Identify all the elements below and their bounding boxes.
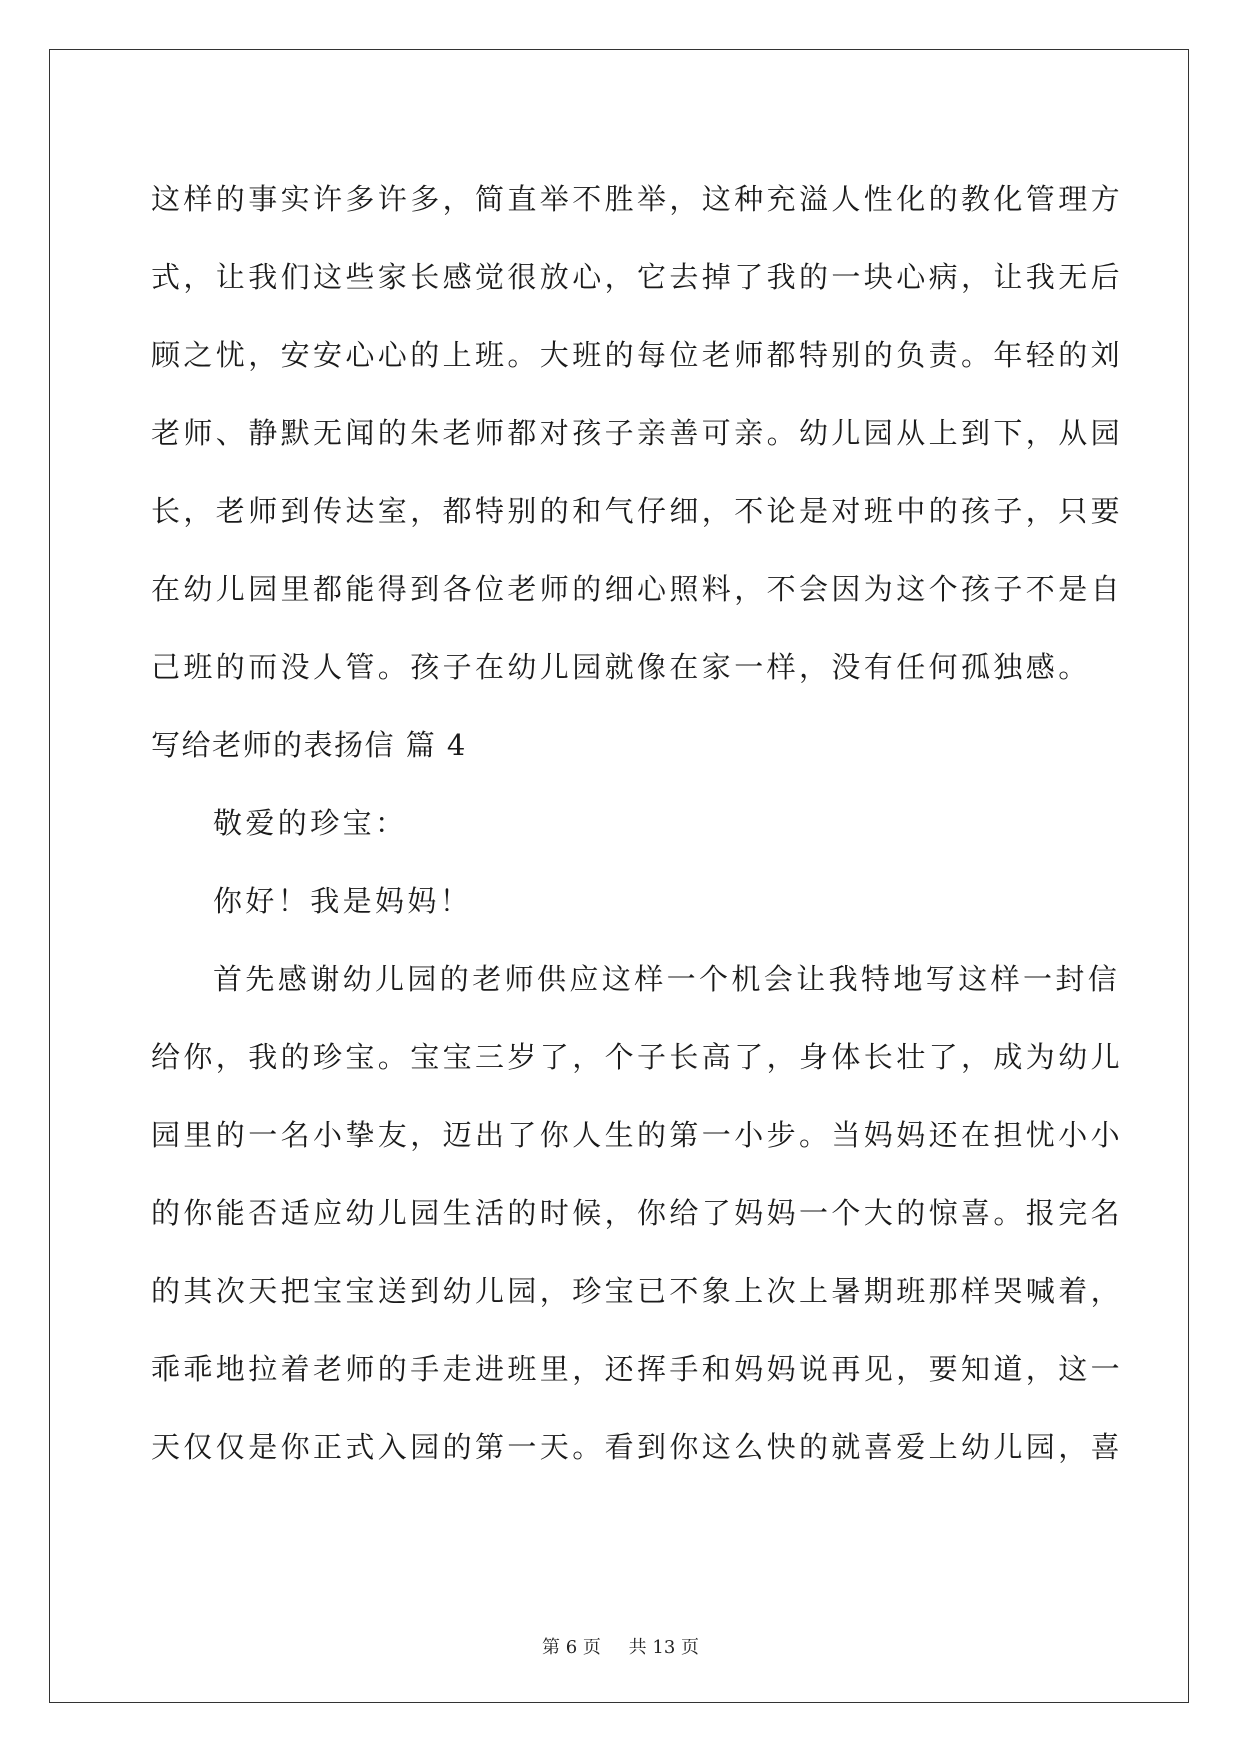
paragraph-line: 顾之忧，安安心心的上班。大班的每位老师都特别的负责。年轻的刘 [151, 338, 1124, 372]
paragraph-line: 这样的事实许多许多，简直举不胜举，这种充溢人性化的教化管理方 [151, 182, 1124, 216]
paragraph-line: 首先感谢幼儿园的老师供应这样一个机会让我特地写这样一封信 [213, 962, 1121, 996]
salutation: 敬爱的珍宝： [213, 806, 408, 840]
page-number-total: 共 13 页 [628, 1637, 699, 1658]
paragraph-line: 老师、静默无闻的朱老师都对孩子亲善可亲。幼儿园从上到下，从园 [151, 416, 1124, 450]
page-footer [0, 1633, 1241, 1659]
paragraph-line: 在幼儿园里都能得到各位老师的细心照料，不会因为这个孩子不是自 [151, 572, 1124, 606]
paragraph-line: 的其次天把宝宝送到幼儿园，珍宝已不象上次上暑期班那样哭喊着， [151, 1274, 1124, 1308]
paragraph-line: 长，老师到传达室，都特别的和气仔细，不论是对班中的孩子，只要 [151, 494, 1124, 528]
document-body [151, 160, 1124, 1486]
paragraph-line: 己班的而没人管。孩子在幼儿园就像在家一样，没有任何孤独感。 [151, 650, 1091, 684]
paragraph-line: 式，让我们这些家长感觉很放心，它去掉了我的一块心病，让我无后 [151, 260, 1124, 294]
greeting: 你好！我是妈妈！ [213, 884, 473, 918]
paragraph-line: 给你，我的珍宝。宝宝三岁了，个子长高了，身体长壮了，成为幼儿 [151, 1040, 1124, 1074]
paragraph-line: 的你能否适应幼儿园生活的时候，你给了妈妈一个大的惊喜。报完名 [151, 1196, 1124, 1230]
section-heading: 写给老师的表扬信 篇 4 [151, 728, 467, 762]
paragraph-line: 天仅仅是你正式入园的第一天。看到你这么快的就喜爱上幼儿园，喜 [151, 1430, 1124, 1464]
paragraph-line: 乖乖地拉着老师的手走进班里，还挥手和妈妈说再见，要知道，这一 [151, 1352, 1124, 1386]
paragraph-line: 园里的一名小挚友，迈出了你人生的第一小步。当妈妈还在担忧小小 [151, 1118, 1124, 1152]
page-number-current: 第 6 页 [542, 1637, 601, 1658]
